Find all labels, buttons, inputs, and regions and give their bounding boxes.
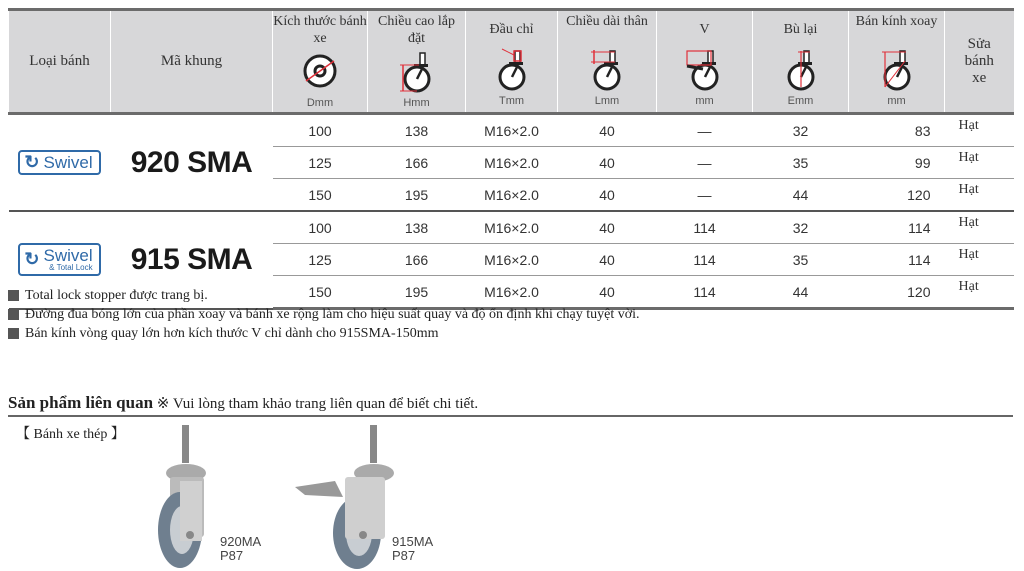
swivel-icon: ↻ xyxy=(24,249,40,270)
header-col-4 xyxy=(558,10,657,114)
notes-list xyxy=(8,286,640,343)
header-fix: Sửa bánh xe xyxy=(945,10,1014,114)
cell: — xyxy=(657,147,753,179)
header-unit: Hmm xyxy=(403,97,430,109)
product-915ma-label: 915MA P87 xyxy=(392,534,434,563)
cell: — xyxy=(657,179,753,212)
table-row xyxy=(9,114,1014,147)
note-item: Total lock stopper được trang bị. xyxy=(8,286,640,305)
header-col-2 xyxy=(368,10,466,114)
cell: 40 xyxy=(558,147,657,179)
cell: Hạt xyxy=(945,244,1014,276)
header-unit: mm xyxy=(887,95,906,107)
cell: Hạt xyxy=(945,147,1014,179)
cell: 32 xyxy=(753,211,849,244)
cell: 138 xyxy=(368,114,466,147)
cell: 150 xyxy=(273,276,368,309)
cell: M16×2.0 xyxy=(466,276,558,309)
cell: 166 xyxy=(368,147,466,179)
cell: 32 xyxy=(753,114,849,147)
bullet-square-icon xyxy=(8,290,19,301)
header-col-3 xyxy=(466,10,558,114)
cell: M16×2.0 xyxy=(466,244,558,276)
cell: M16×2.0 xyxy=(466,114,558,147)
caster-920ma-image xyxy=(140,425,230,571)
brake-width-icon xyxy=(657,47,752,93)
cell: M16×2.0 xyxy=(466,211,558,244)
offset-icon xyxy=(753,47,848,93)
cell: 40 xyxy=(558,244,657,276)
header-col-5 xyxy=(657,10,753,114)
cell: 114 xyxy=(657,244,753,276)
cell: 125 xyxy=(273,244,368,276)
header-label: Chiều cao lắp đặt xyxy=(378,14,455,46)
header-label: Bán kính xoay xyxy=(855,14,938,29)
cell: M16×2.0 xyxy=(466,179,558,212)
caster-915ma-image xyxy=(295,425,405,571)
cell: 40 xyxy=(558,179,657,212)
header-unit: Lmm xyxy=(594,95,620,107)
cell: Hạt xyxy=(945,114,1014,147)
header-unit: mm xyxy=(695,95,714,107)
cell: 100 xyxy=(273,211,368,244)
header-col-6 xyxy=(753,10,849,114)
cell: 40 xyxy=(558,114,657,147)
wheel-diameter-icon xyxy=(273,49,367,95)
cell: Hạt xyxy=(945,179,1014,212)
header-label: Kích thước bánh xe xyxy=(273,14,367,46)
cell: 99 xyxy=(849,147,945,179)
cell: 150 xyxy=(273,179,368,212)
bullet-square-icon xyxy=(8,309,19,320)
cell: M16×2.0 xyxy=(466,147,558,179)
cell: 40 xyxy=(558,211,657,244)
cell: Hạt xyxy=(945,276,1014,309)
cell: 195 xyxy=(368,276,466,309)
header-unit: Emm xyxy=(787,95,814,107)
cell: 138 xyxy=(368,211,466,244)
header-label: Bù lại xyxy=(783,22,818,37)
cell: 44 xyxy=(753,179,849,212)
wheel-type-badge: ↻ Swivel & Total Lock xyxy=(9,211,111,309)
product-920ma-label: 920MA P87 xyxy=(220,534,262,563)
table-row xyxy=(9,211,1014,244)
cell: 114 xyxy=(849,211,945,244)
swivel-radius-icon xyxy=(849,47,944,93)
thread-icon xyxy=(466,47,557,93)
header-col-7 xyxy=(849,10,945,114)
cell: 44 xyxy=(753,276,849,309)
cell: Hạt xyxy=(945,211,1014,244)
bullet-square-icon xyxy=(8,328,19,339)
cell: 195 xyxy=(368,179,466,212)
header-label: V xyxy=(699,22,710,37)
header-label: Đầu chỉ xyxy=(489,22,534,37)
cell: 114 xyxy=(657,276,753,309)
cell: 35 xyxy=(753,147,849,179)
frame-code: 915 SMA xyxy=(111,211,273,309)
header-unit: Tmm xyxy=(498,95,525,107)
cell: 100 xyxy=(273,114,368,147)
cell: 35 xyxy=(753,244,849,276)
wheel-type-badge: ↻ Swivel xyxy=(9,114,111,212)
header-col-1 xyxy=(273,10,368,114)
note-item: Đường đua bóng lớn của phần xoay và bánh xe rộng làm cho hiệu suất quay và độ ổn định khi chạy tuyệt vời. xyxy=(8,305,640,324)
cell: 120 xyxy=(849,179,945,212)
swivel-icon: ↻ xyxy=(24,152,40,172)
cell: 166 xyxy=(368,244,466,276)
cell: 40 xyxy=(558,276,657,309)
header-unit: Dmm xyxy=(306,97,334,109)
spec-table xyxy=(8,8,1014,310)
cell: 114 xyxy=(657,211,753,244)
related-category: 【 Bánh xe thép 】 xyxy=(16,427,125,442)
header-wheel-type: Loại bánh xyxy=(9,10,111,114)
cell: 114 xyxy=(849,244,945,276)
related-products-heading: Sản phẩm liên quan ※ Vui lòng tham khảo trang liên quan để biết chi tiết. xyxy=(8,393,1013,417)
note-item: Bán kính vòng quay lớn hơn kích thước V chỉ dành cho 915SMA-150mm xyxy=(8,324,640,343)
cell: 83 xyxy=(849,114,945,147)
header-label: Chiều dài thân xyxy=(566,14,648,29)
mount-height-icon xyxy=(368,49,465,95)
header-frame-code: Mã khung xyxy=(111,10,273,114)
cell: — xyxy=(657,114,753,147)
stem-length-icon xyxy=(558,47,656,93)
cell: 120 xyxy=(849,276,945,309)
frame-code: 920 SMA xyxy=(111,114,273,212)
cell: 125 xyxy=(273,147,368,179)
